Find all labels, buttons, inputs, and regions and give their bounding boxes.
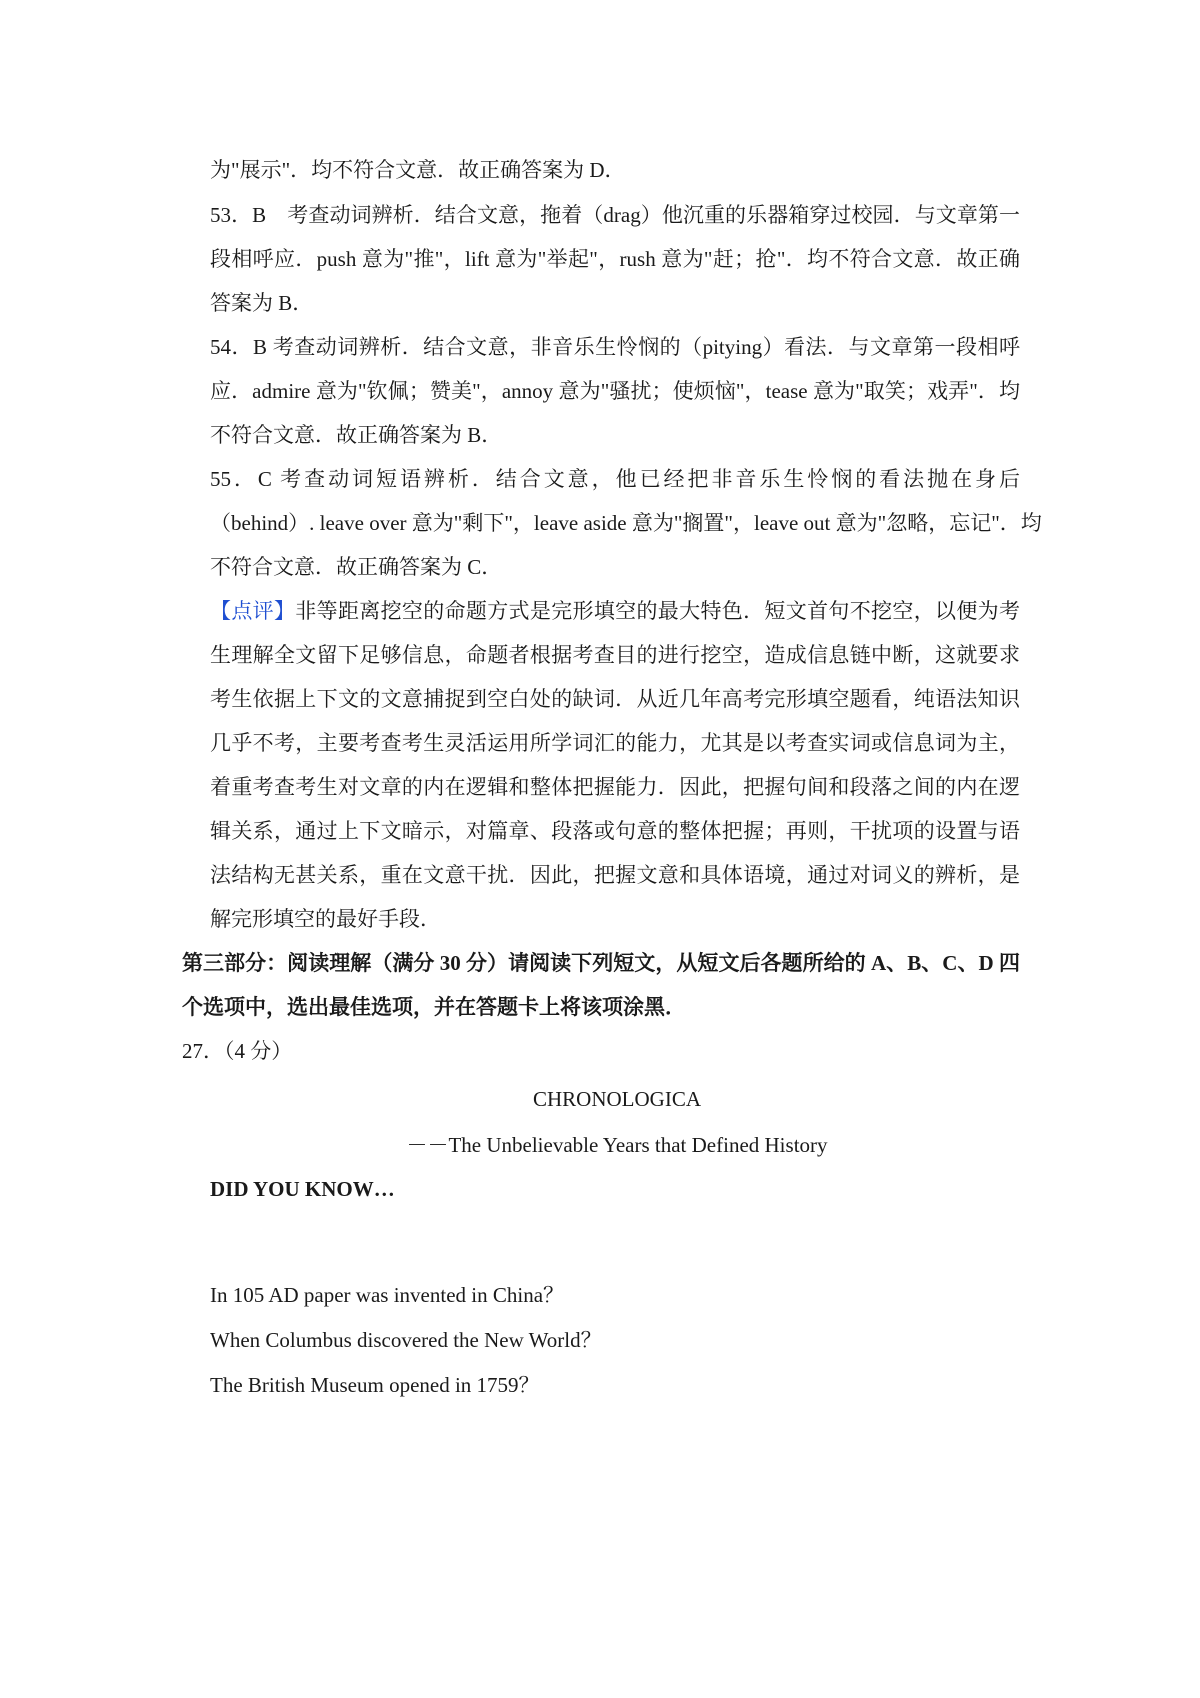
answer-54-line-1: 54．B 考查动词辨析．结合文意，非音乐生怜悯的（pitying）看法．与文章第一段相呼	[210, 335, 1020, 359]
answer-54-line-2: 应．admire 意为"钦佩；赞美"，annoy 意为"骚扰；使烦恼"，tease 意为"取笑；戏弄"．均	[210, 379, 1020, 403]
fact-item-2: When Columbus discovered the New World？	[210, 1328, 602, 1352]
fact-item-3: The British Museum opened in 1759？	[210, 1373, 540, 1397]
answer-55-line-1: 55．C 考查动词短语辨析．结合文意，他已经把非音乐生怜悯的看法抛在身后	[210, 467, 1020, 491]
comment-line-1	[210, 596, 1020, 626]
comment-line-8: 解完形填空的最好手段．	[210, 907, 441, 931]
answer-53-line-1: 53．B 考查动词辨析．结合文意，拖着（drag）他沉重的乐器箱穿过校园．与文章第一	[210, 203, 1020, 227]
comment-line-2: 生理解全文留下足够信息，命题者根据考查目的进行挖空，造成信息链中断，这就要求	[210, 643, 1020, 667]
answer-55-line-2: （behind）. leave over 意为"剩下"，leave aside 意为"搁置"，leave out 意为"忽略，忘记"．均	[210, 511, 1042, 535]
answer-53-line-3: 答案为 B．	[210, 291, 314, 315]
comment-tag: 【点评】	[210, 599, 296, 623]
passage-title: CHRONOLOGICA	[533, 1087, 701, 1111]
comment-line-6: 辑关系，通过上下文暗示，对篇章、段落或句意的整体把握；再则，干扰项的设置与语	[210, 819, 1020, 843]
section-3-heading-line-2: 个选项中，选出最佳选项，并在答题卡上将该项涂黑．	[182, 995, 686, 1019]
comment-first-line: 非等距离挖空的命题方式是完形填空的最大特色．短文首句不挖空，以便为考	[295, 599, 1020, 623]
question-27-number: 27．（4 分）	[182, 1039, 293, 1063]
section-3-heading-line-1: 第三部分：阅读理解（满分 30 分）请阅读下列短文，从短文后各题所给的 A、B、C、D 四	[182, 951, 1020, 975]
answer-55-line-3: 不符合文意．故正确答案为 C．	[210, 555, 503, 579]
answer-52-tail: 为"展示"．均不符合文意．故正确答案为 D．	[210, 158, 626, 182]
answer-53-line-2: 段相呼应．push 意为"推"，lift 意为"举起"，rush 意为"赶；抢"．均不符合文意．故正确	[210, 247, 1020, 271]
comment-line-5: 着重考查考生对文章的内在逻辑和整体把握能力．因此，把握句间和段落之间的内在逻	[210, 775, 1020, 799]
did-you-know-heading: DID YOU KNOW…	[210, 1177, 395, 1201]
comment-line-3: 考生依据上下文的文意捕捉到空白处的缺词．从近几年高考完形填空题看，纯语法知识	[210, 687, 1020, 711]
fact-item-1: In 105 AD paper was invented in China？	[210, 1283, 565, 1307]
comment-line-4: 几乎不考，主要考查考生灵活运用所学词汇的能力，尤其是以考查实词或信息词为主，	[210, 731, 1020, 755]
answer-54-line-3: 不符合文意．故正确答案为 B．	[210, 423, 503, 447]
comment-line-7: 法结构无甚关系，重在文意干扰．因此，把握文意和具体语境，通过对词义的辨析，是	[210, 863, 1020, 887]
passage-subtitle: －－The Unbelievable Years that Defined History	[406, 1133, 828, 1157]
